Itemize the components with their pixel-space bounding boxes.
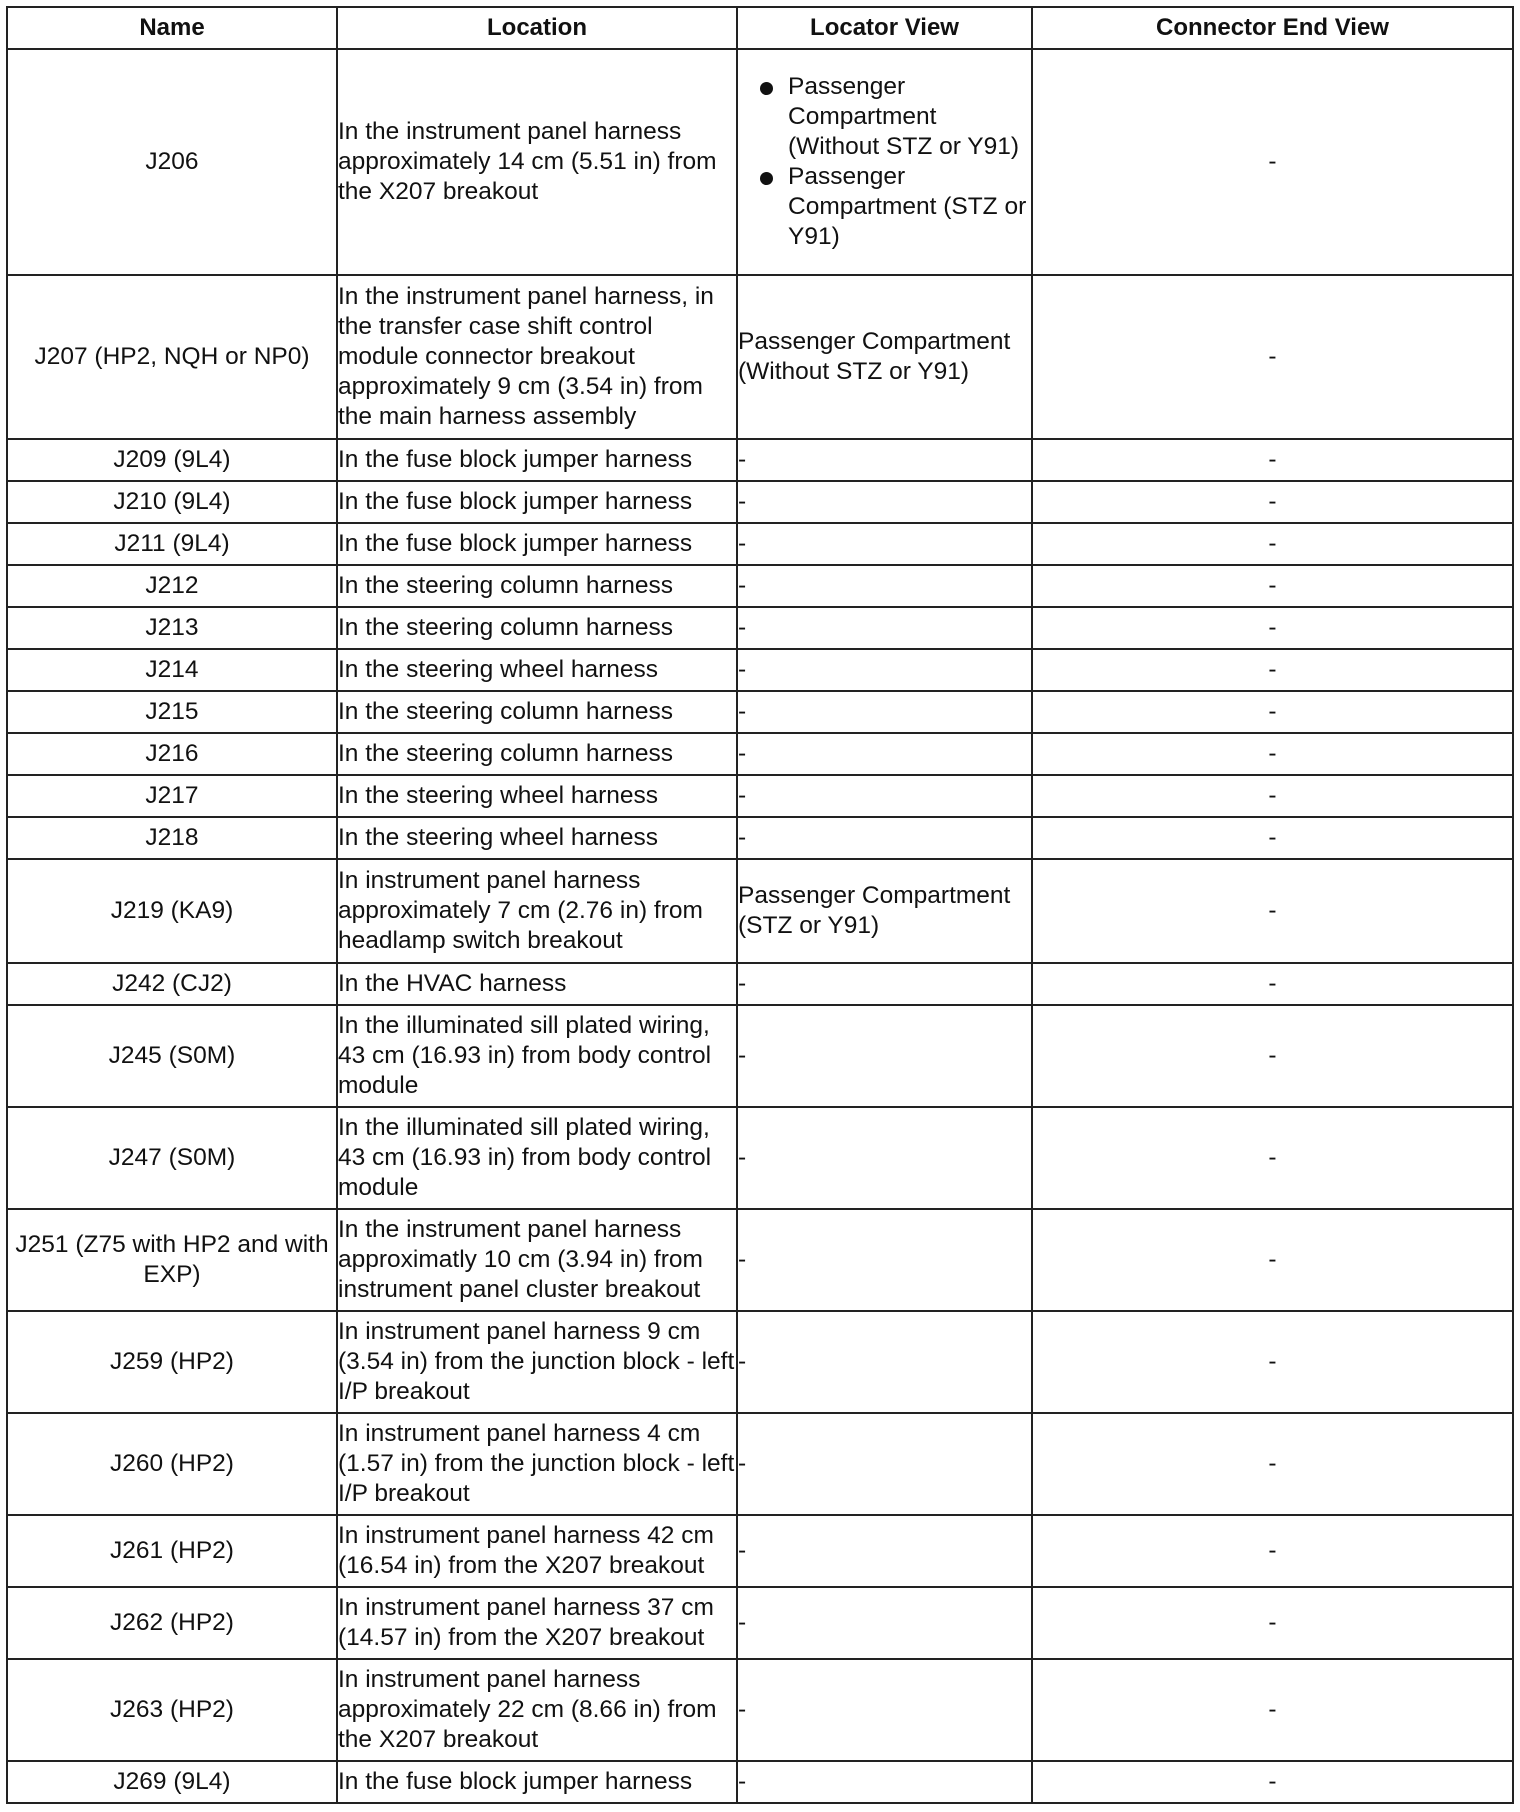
locator-view-cell: -	[737, 1515, 1032, 1587]
location-cell: In the steering wheel harness	[337, 649, 737, 691]
table-row	[7, 49, 1513, 275]
locator-view-cell: -	[737, 1587, 1032, 1659]
name-cell: J206	[7, 49, 337, 275]
table-row	[7, 275, 1513, 439]
table-row	[7, 1761, 1513, 1803]
name-cell: J213	[7, 607, 337, 649]
connector-end-view-cell: -	[1032, 649, 1513, 691]
locator-view-cell[interactable]: Passenger Compartment (STZ or Y91)	[737, 859, 1032, 963]
locator-view-list	[738, 72, 1031, 252]
name-cell: J247 (S0M)	[7, 1107, 337, 1209]
name-cell: J242 (CJ2)	[7, 963, 337, 1005]
table-row	[7, 607, 1513, 649]
location-cell: In the steering column harness	[337, 733, 737, 775]
connector-end-view-cell: -	[1032, 1761, 1513, 1803]
locator-view-cell: -	[737, 1209, 1032, 1311]
table-row	[7, 439, 1513, 481]
connector-end-view-cell: -	[1032, 1413, 1513, 1515]
location-cell: In the instrument panel harness approximatly 10 cm (3.94 in) from instrument panel cluster breakout	[337, 1209, 737, 1311]
connector-end-view-cell: -	[1032, 1107, 1513, 1209]
locator-view-cell: -	[737, 607, 1032, 649]
locator-view-cell: -	[737, 775, 1032, 817]
locator-view-cell: -	[737, 523, 1032, 565]
table-row	[7, 523, 1513, 565]
connector-end-view-cell: -	[1032, 817, 1513, 859]
location-cell: In instrument panel harness 9 cm (3.54 in) from the junction block - left I/P breakout	[337, 1311, 737, 1413]
location-cell: In the fuse block jumper harness	[337, 1761, 737, 1803]
bullet-icon	[760, 82, 773, 95]
table-row	[7, 817, 1513, 859]
name-cell: J262 (HP2)	[7, 1587, 337, 1659]
locator-view-cell: -	[737, 1107, 1032, 1209]
connector-end-view-cell: -	[1032, 523, 1513, 565]
locator-view-cell: -	[737, 1311, 1032, 1413]
locator-view-cell: -	[737, 1659, 1032, 1761]
connector-end-view-cell: -	[1032, 275, 1513, 439]
table-row	[7, 859, 1513, 963]
connector-end-view-cell: -	[1032, 49, 1513, 275]
table-row	[7, 565, 1513, 607]
location-cell: In the fuse block jumper harness	[337, 439, 737, 481]
connector-end-view-cell: -	[1032, 1311, 1513, 1413]
connector-end-view-cell: -	[1032, 963, 1513, 1005]
table-row	[7, 733, 1513, 775]
header-name: Name	[7, 7, 337, 49]
name-cell: J212	[7, 565, 337, 607]
locator-view-cell: -	[737, 817, 1032, 859]
table-row	[7, 1515, 1513, 1587]
location-cell: In the steering wheel harness	[337, 775, 737, 817]
table-row	[7, 1311, 1513, 1413]
locator-view-cell[interactable]: Passenger Compartment (Without STZ or Y91)	[737, 275, 1032, 439]
location-cell: In the illuminated sill plated wiring, 43 cm (16.93 in) from body control module	[337, 1107, 737, 1209]
table-row	[7, 649, 1513, 691]
location-cell: In the instrument panel harness approximately 14 cm (5.51 in) from the X207 breakout	[337, 49, 737, 275]
locator-view-cell: -	[737, 691, 1032, 733]
location-cell: In the instrument panel harness, in the transfer case shift control module connector breakout approximately 9 cm (3.54 in) from the main harness assembly	[337, 275, 737, 439]
header-locator-view: Locator View	[737, 7, 1032, 49]
connector-end-view-cell: -	[1032, 1209, 1513, 1311]
location-cell: In instrument panel harness 4 cm (1.57 in) from the junction block - left I/P breakout	[337, 1413, 737, 1515]
location-cell: In instrument panel harness approximately 22 cm (8.66 in) from the X207 breakout	[337, 1659, 737, 1761]
location-cell: In instrument panel harness 37 cm (14.57 in) from the X207 breakout	[337, 1587, 737, 1659]
locator-view-cell: -	[737, 733, 1032, 775]
connector-end-view-cell: -	[1032, 1587, 1513, 1659]
name-cell: J207 (HP2, NQH or NP0)	[7, 275, 337, 439]
table-row	[7, 1107, 1513, 1209]
table-row	[7, 481, 1513, 523]
connector-end-view-cell: -	[1032, 733, 1513, 775]
name-cell: J219 (KA9)	[7, 859, 337, 963]
locator-view-cell: -	[737, 1005, 1032, 1107]
connector-end-view-cell: -	[1032, 565, 1513, 607]
locator-view-list-item[interactable]	[738, 72, 1031, 162]
table-row	[7, 691, 1513, 733]
locator-view-cell	[737, 49, 1032, 275]
name-cell: J260 (HP2)	[7, 1413, 337, 1515]
table-row	[7, 963, 1513, 1005]
table-row	[7, 1005, 1513, 1107]
locator-view-cell: -	[737, 963, 1032, 1005]
table-row	[7, 775, 1513, 817]
header-row	[7, 7, 1513, 49]
locator-view-link[interactable]: Passenger Compartment (Without STZ or Y91)	[788, 73, 1020, 160]
location-cell: In the steering column harness	[337, 691, 737, 733]
locator-view-cell: -	[737, 1413, 1032, 1515]
name-cell: J211 (9L4)	[7, 523, 337, 565]
splice-table	[6, 6, 1514, 1804]
connector-end-view-cell: -	[1032, 1005, 1513, 1107]
location-cell: In the HVAC harness	[337, 963, 737, 1005]
connector-end-view-cell: -	[1032, 1515, 1513, 1587]
connector-end-view-cell: -	[1032, 859, 1513, 963]
connector-end-view-cell: -	[1032, 691, 1513, 733]
location-cell: In the steering column harness	[337, 607, 737, 649]
table-row	[7, 1209, 1513, 1311]
locator-view-cell: -	[737, 481, 1032, 523]
connector-end-view-cell: -	[1032, 775, 1513, 817]
locator-view-cell: -	[737, 439, 1032, 481]
name-cell: J214	[7, 649, 337, 691]
name-cell: J218	[7, 817, 337, 859]
name-cell: J263 (HP2)	[7, 1659, 337, 1761]
table-row	[7, 1659, 1513, 1761]
locator-view-list-item[interactable]	[738, 162, 1031, 252]
name-cell: J217	[7, 775, 337, 817]
location-cell: In the fuse block jumper harness	[337, 481, 737, 523]
locator-view-link[interactable]: Passenger Compartment (STZ or Y91)	[788, 163, 1027, 250]
location-cell: In instrument panel harness approximately 7 cm (2.76 in) from headlamp switch breakout	[337, 859, 737, 963]
connector-end-view-cell: -	[1032, 439, 1513, 481]
name-cell: J259 (HP2)	[7, 1311, 337, 1413]
header-location: Location	[337, 7, 737, 49]
name-cell: J215	[7, 691, 337, 733]
name-cell: J210 (9L4)	[7, 481, 337, 523]
table-row	[7, 1413, 1513, 1515]
name-cell: J209 (9L4)	[7, 439, 337, 481]
locator-view-cell: -	[737, 1761, 1032, 1803]
location-cell: In the fuse block jumper harness	[337, 523, 737, 565]
connector-end-view-cell: -	[1032, 1659, 1513, 1761]
bullet-icon	[760, 172, 773, 185]
name-cell: J251 (Z75 with HP2 and with EXP)	[7, 1209, 337, 1311]
name-cell: J261 (HP2)	[7, 1515, 337, 1587]
table-row	[7, 1587, 1513, 1659]
location-cell: In the steering column harness	[337, 565, 737, 607]
connector-end-view-cell: -	[1032, 607, 1513, 649]
name-cell: J216	[7, 733, 337, 775]
locator-view-cell: -	[737, 565, 1032, 607]
location-cell: In the illuminated sill plated wiring, 43 cm (16.93 in) from body control module	[337, 1005, 737, 1107]
name-cell: J269 (9L4)	[7, 1761, 337, 1803]
header-connector-end-view: Connector End View	[1032, 7, 1513, 49]
location-cell: In the steering wheel harness	[337, 817, 737, 859]
name-cell: J245 (S0M)	[7, 1005, 337, 1107]
location-cell: In instrument panel harness 42 cm (16.54 in) from the X207 breakout	[337, 1515, 737, 1587]
connector-end-view-cell: -	[1032, 481, 1513, 523]
locator-view-cell: -	[737, 649, 1032, 691]
